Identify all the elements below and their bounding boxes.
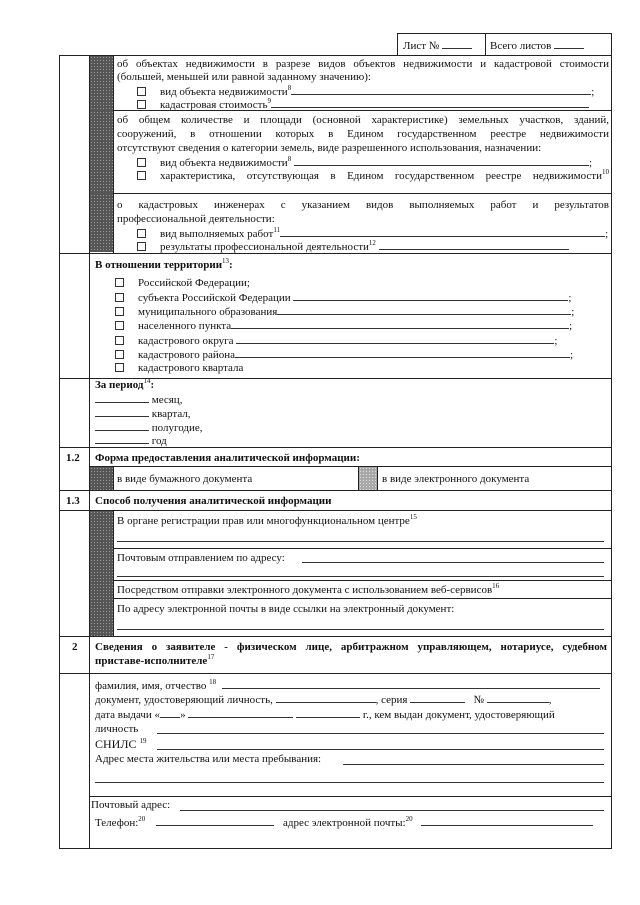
- text: о кадастровых инженерах с указанием видов выполняемых работ и результатов: [117, 199, 609, 211]
- period-year-field[interactable]: год: [95, 433, 167, 448]
- option-mfc-label: В органе регистрации прав или многофункциональном центре$^{15}$: [117, 513, 417, 527]
- text: (большей, меньшей или равной заданному значению):: [117, 71, 371, 83]
- text: сооружений, в отношении которых в Едином государственном реестре недвижимости: [117, 128, 609, 140]
- identity-doc-field[interactable]: документ, удостоверяющий личность, , серия № ,: [95, 694, 552, 706]
- option-property-type[interactable]: вид объекта недвижимости$^8$ ;: [117, 84, 594, 99]
- checkbox-post[interactable]: [90, 549, 113, 580]
- territory-item[interactable]: кадастрового района ;: [95, 347, 573, 362]
- option-property-type-2[interactable]: вид объекта недвижимости$^8$ ;: [117, 155, 592, 170]
- postal-input[interactable]: [180, 810, 604, 811]
- email-link-input[interactable]: [117, 629, 604, 630]
- checkbox-land-plots[interactable]: [90, 111, 113, 193]
- section-title-cont: приставе-исполнителе$^{17}$: [95, 653, 215, 667]
- text: отсутствуют сведения о категории земель, виде разрешенного использования, назначении:: [117, 142, 542, 154]
- snils-label: СНИЛС $^{19}$: [95, 737, 147, 751]
- checkbox-web-service[interactable]: [90, 581, 113, 598]
- option-work-type[interactable]: вид выполняемых работ$^{11}$ ;: [117, 226, 608, 241]
- checkbox-cadastral-engineers[interactable]: [90, 194, 113, 252]
- territory-title: В отношении территории$^{13}$:: [95, 257, 233, 271]
- post-address-input-2[interactable]: [117, 576, 604, 577]
- issued-by-input[interactable]: [157, 733, 604, 734]
- email-field[interactable]: адрес электронной почты:$^{20}$: [283, 815, 593, 830]
- postal-label: Почтовый адрес:: [91, 799, 171, 811]
- option-web-service-label: Посредством отправки электронного документа с использованием веб-сервисов$^{16}$: [117, 582, 500, 596]
- phone-field[interactable]: Телефон:$^{20}$: [95, 815, 274, 830]
- section-number: 2: [72, 641, 78, 653]
- option-electronic-label: в виде электронного документа: [382, 473, 530, 485]
- address-input-2[interactable]: [95, 782, 604, 783]
- text: об общем количестве и площади (основной характеристике) земельных участков, зданий,: [117, 114, 609, 126]
- mfc-input-line[interactable]: [117, 541, 604, 542]
- territory-item[interactable]: Российской Федерации;: [95, 276, 250, 290]
- section-title: Сведения о заявителе - физическом лице, арбитражном управляющем, нотариусе, судебном: [95, 641, 607, 653]
- text: профессиональной деятельности:: [117, 213, 275, 225]
- identity-label: личность: [95, 723, 139, 735]
- checkbox-real-estate-cadastral[interactable]: [90, 56, 113, 110]
- option-professional-results[interactable]: результаты профессиональной деятельности$^{12}$: [117, 239, 569, 254]
- territory-item[interactable]: кадастрового квартала: [95, 361, 243, 375]
- address-label: Адрес места жительства или места пребывания:: [95, 753, 322, 765]
- option-post-label: Почтовым отправлением по адресу:: [117, 552, 285, 564]
- option-email-label: По адресу электронной почты в виде ссылки на электронный документ:: [117, 603, 455, 615]
- territory-item[interactable]: населенного пункта ;: [95, 318, 572, 333]
- option-cadastral-value[interactable]: кадастровая стоимость$^9$: [117, 97, 589, 112]
- checkbox-paper[interactable]: [90, 467, 113, 490]
- issue-date-field[interactable]: дата выдачи « » г., кем выдан документ, удостоверяющий: [95, 709, 555, 721]
- sheet-number-field[interactable]: Лист №: [403, 38, 472, 53]
- section-title: Форма предоставления аналитической информации:: [95, 452, 360, 464]
- checkbox-mfc[interactable]: [90, 511, 113, 548]
- text: об объектах недвижимости в разрезе видов объектов недвижимости и кадастровой стоимости: [117, 58, 609, 70]
- total-sheets-field[interactable]: Всего листов: [490, 38, 584, 53]
- section-number: 1.3: [66, 495, 80, 507]
- territory-item[interactable]: кадастрового округа ;: [95, 333, 557, 348]
- period-month-field[interactable]: месяц,: [95, 392, 182, 407]
- checkbox-email[interactable]: [90, 599, 113, 636]
- fio-field[interactable]: фамилия, имя, отчество $^{18}$: [95, 678, 600, 693]
- territory-item[interactable]: муниципального образования ;: [95, 304, 574, 319]
- snils-input[interactable]: [157, 749, 604, 750]
- option-missing-characteristic[interactable]: характеристика, отсутствующая в Едином государственном реестре недвижимости$^{10}$: [117, 169, 609, 183]
- checkbox-electronic[interactable]: [359, 467, 377, 490]
- option-paper-label: в виде бумажного документа: [117, 473, 253, 485]
- period-quarter-field[interactable]: квартал,: [95, 406, 191, 421]
- section-number: 1.2: [66, 452, 80, 464]
- post-address-input[interactable]: [302, 562, 604, 563]
- address-input[interactable]: [343, 764, 604, 765]
- section-title: Способ получения аналитической информации: [95, 495, 332, 507]
- period-halfyear-field[interactable]: полугодие,: [95, 420, 203, 435]
- territory-item[interactable]: субъекта Российской Федерации ;: [95, 290, 571, 305]
- period-title: За период$^{14}$:: [95, 377, 155, 391]
